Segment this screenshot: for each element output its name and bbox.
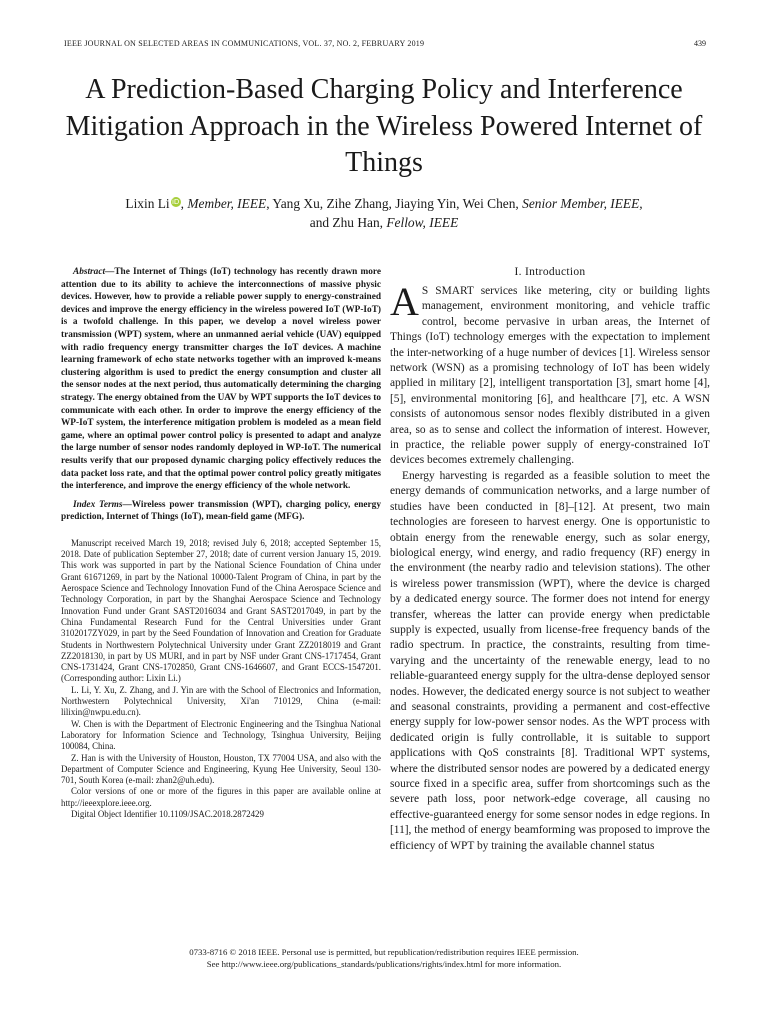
- section-heading: I. Introduction: [514, 266, 586, 278]
- index-terms-text: Wireless power transmission (WPT), charging policy, energy prediction, Internet of Things (IoT), mean-field game (MFG).: [61, 499, 381, 523]
- author-line-2: [60, 213, 708, 232]
- author-list: [60, 194, 708, 232]
- copyright-line: 0733-8716 © 2018 IEEE. Personal use is permitted, but republication/redistribution requires IEEE permission.: [189, 947, 579, 957]
- index-terms-label: Index Terms: [73, 499, 123, 510]
- footnote-manuscript: Manuscript received March 19, 2018; revised July 6, 2018; accepted September 15, 2018. Date of publication September 27, 2018; date of current version January 15, 2019. This work was supported in part by the National Science Foundation of China under Grant 61671269, in part by the National 10000-Talent Program of China, in part by the Aerospace Science and Technology Innovation Fund of the China Aerospace Science and Technology Corporation, in part by the Shanghai Aerospace Science and Technology Innovation Fund under Grant SAST2016034 and Grant SAST2017049, in part by the China Fundamental Research Fund for the Central Universities under Grant 3102017ZY029, in part by the Seed Foundation of Innovation and Creation for Graduate Students in Northwestern Polytechnical University under Grant ZZ2018019 and Grant ZZ2018130, in part by US MURI, and in part by NSF under Grant CNS-1717454, Grant CNS-1731424, Grant CNS-1702850, Grant CNS-1646607, and Grant ECCS-1547201. (Corresponding author: Lixin Li.): [61, 537, 381, 684]
- journal-header: IEEE JOURNAL ON SELECTED AREAS IN COMMUNICATIONS, VOL. 37, NO. 2, FEBRUARY 2019: [64, 39, 425, 48]
- copyright-notice: [60, 946, 708, 970]
- rights-link-line: See http://www.ieee.org/publications_standards/publications/rights/index.html for more information.: [206, 959, 562, 969]
- paragraph-text: S SMART services like metering, city or building lights management, environment monitoring, and vehicle traffic control, become pervasive in urban areas, the Internet of Things (IoT) technology emerges with the expectation to implement the inter-networking of a huge number of devices [1]. Wireless sensor network (WSN) as a promising technology of IoT has been widely applied in military [2], intelligent transportation [3], smart home [4], [5], environmental monitoring [6], and healthcare [7], etc. A WSN consists of autonomous sensor nodes flexibly distributed in a given area, so as to sense and collect the information of interest. However, in practice, the reliable power supply of energy-constrained IoT devices becomes extremely challenging.: [390, 285, 710, 467]
- coauthor-names: , Yang Xu, Zihe Zhang, Jiaying Yin, Wei Chen,: [266, 196, 523, 211]
- footnote-affiliation: W. Chen is with the Department of Electronic Engineering and the Tsinghua National Laboratory for Information Science and Technology, Tsinghua University, Beijing 100084, China.: [61, 718, 381, 752]
- author-separator: ,: [180, 196, 188, 211]
- abstract-text: The Internet of Things (IoT) technology has recently drawn more attention due to its ability to achieve the interconnections of massive physic devices. However, how to provide a reliable power supply to energy-constrained devices and improve the energy efficiency in the wireless powered IoT (WP-IoT) is a twofold challenge. In this paper, we develop a novel wireless power transmission (WPT) system, where an unmanned aerial vehicle (UAV) equipped with radio frequency energy transmitter charges the IoT devices. A machine learning framework of echo state networks together with an improved k-means clustering algorithm is used to predict the energy consumption and cluster all the sensor nodes at the next period, thus automatically determining the charging strategy. The energy obtained from the UAV by WPT supports the IoT devices to communicate with each other. In order to improve the energy efficiency of the WP-IoT system, the interference mitigation problem is modeled as a mean field game, where an optimal power control policy is presented to adapt and analyze the large number of sensor nodes randomly deployed in WP-IoT. The numerical results verify that our proposed dynamic charging policy effectively reduces the data packet loss rate, and that the optimal power control policy greatly mitigates the interference, and improve the energy efficiency of the whole network.: [61, 267, 381, 492]
- author-role-fellow: Fellow, IEEE: [386, 215, 459, 230]
- left-column: [61, 266, 381, 820]
- index-terms-paragraph: Index Terms—Wireless power transmission (WPT), charging policy, energy prediction, Internet of Things (IoT), mean-field game (MFG).: [61, 499, 381, 523]
- footnote-color-versions: Color versions of one or more of the figures in this paper are available online at http://ieeexplore.ieee.org.: [61, 786, 381, 808]
- abstract-paragraph: Abstract—The Internet of Things (IoT) technology has recently drawn more attention due to its ability to achieve the interconnections of massive physic devices. However, how to provide a reliable power supply to energy-constrained devices and improve the energy efficiency in the wireless powered IoT (WP-IoT) is a twofold challenge. In this paper, we develop a novel wireless power transmission (WPT) system, where an unmanned aerial vehicle (UAV) equipped with radio frequency energy transmitter charges the IoT devices. A machine learning framework of echo state networks together with an improved k-means clustering algorithm is used to predict the energy consumption and cluster all the sensor nodes at the next period, thus automatically determining the charging strategy. The energy obtained from the UAV by WPT supports the IoT devices to communicate with each other. In order to improve the energy efficiency of the WP-IoT system, the interference mitigation problem is modeled as a mean field game, where an optimal power control policy is presented to adapt and analyze the large number of sensor nodes randomly deployed in WP-IoT. The numerical results verify that our proposed dynamic charging policy effectively reduces the data packet loss rate, and that the optimal power control policy greatly mitigates the interference, and improve the energy efficiency of the whole network.: [61, 267, 381, 492]
- paper-title: A Prediction-Based Charging Policy and Interference Mitigation Approach in the Wireless Powered Internet of Things: [65, 74, 703, 178]
- first-author-name: Lixin Li: [125, 196, 170, 211]
- author-role-member: Member, IEEE: [187, 196, 267, 211]
- body-paragraph: Energy harvesting is regarded as a feasible solution to meet the energy demands of communication networks, and a large number of studies have been conducted in [8]–[12]. At present, two main technologies are foreseen to harvest energy. One is opportunistic to obtain energy from the renewable energy, such as solar energy, biological energy, wind energy, and radio frequency (RF) energy in the environment (the nearby radio and television stations). The other is wireless power transmission (WPT), where the device is charged by a dedicated energy source. The former does not intend for energy transfer, whereas the latter can provide energy when predictable supply is expected, usually from license-free frequency bands of the radio spectrum. In practice, the constraints, resulting from time-varying and the uncertainty of the renewable energy, lead to no reliable-guaranteed energy supply for the ultra-dense deployed sensor nodes. However, the dedicated energy source is not subject to weather and seasonal constraints, providing a permanent and cost-effective energy supply for low-power sensor nodes. As the WPT process with dedicated origin is fully controllable, it is suitable to support applications with QoS constraints [8]. Traditional WPT systems, where the distributed sensor nodes are powered by a dedicated energy source fixed in a specific area, suffer from shortcomings such as the severe path loss, poor network-edge coverage, all causing no effective-guaranteed energy for some sensor nodes in edge regions. In [11], the method of energy beamforming was proposed to improve the efficiency of WPT by training the available channel status: [390, 469, 710, 852]
- body-paragraph: [390, 279, 710, 469]
- page-number: 439: [694, 39, 706, 48]
- orcid-icon[interactable]: iD: [171, 198, 180, 206]
- footnote-doi: Digital Object Identifier 10.1109/JSAC.2018.2872429: [71, 809, 264, 819]
- footnotes: [61, 538, 381, 820]
- right-column: [390, 266, 710, 854]
- author-role-senior: Senior Member, IEEE,: [522, 196, 643, 211]
- footnote-affiliation: Z. Han is with the University of Houston, Houston, TX 77004 USA, and also with the Department of Computer Science and Engineering, Kyung Hee University, Seoul 130-701, South Korea (e-mail: zhan2@uh.edu).: [61, 752, 381, 786]
- abstract-label: Abstract: [73, 267, 106, 277]
- footnote-affiliation: L. Li, Y. Xu, Z. Zhang, and J. Yin are with the School of Electronics and Information, Northwestern Polytechnical University, Xi'an 710129, China (e-mail: lilixin@nwpu.edu.cn).: [61, 684, 381, 718]
- drop-cap: A: [390, 279, 419, 324]
- last-author-name: and Zhu Han,: [309, 215, 387, 230]
- author-line-1: [60, 194, 708, 213]
